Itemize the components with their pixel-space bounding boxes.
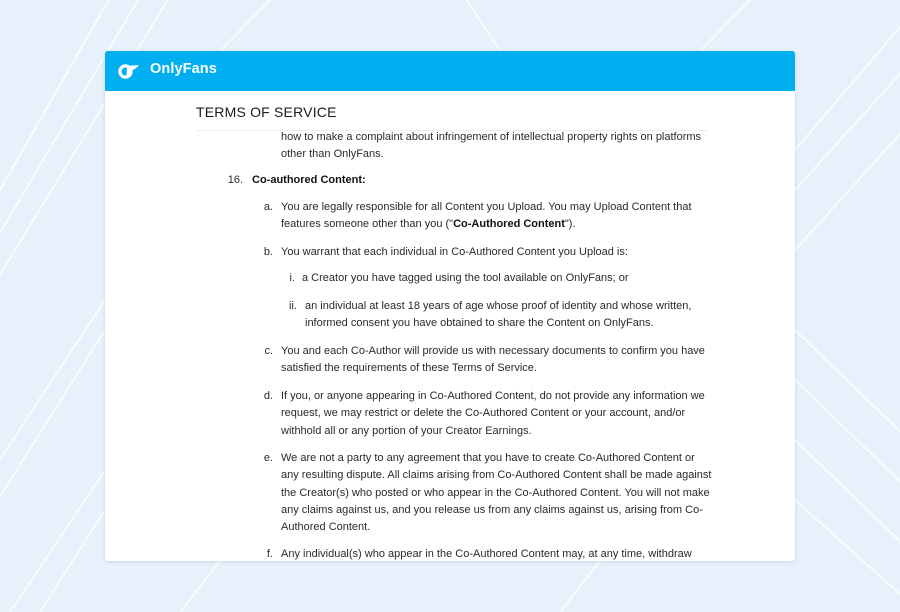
item-c-marker: c. [264, 345, 273, 357]
item-d-marker: d. [263, 390, 273, 402]
item-a-text-after: "). [564, 218, 576, 231]
item-e-text: We are not a party to any agreement that you have to create Co-Authored Content or any resulting dispute. All claims arising from Co-Authored Content shall be made against the Creator(s) who posted or who appear in the Co-Authored Content. You will not make any claims against us, and you release us from any claims against us, arising from Co-Authored Content. [281, 452, 712, 534]
item-b-i-text: a Creator you have tagged using the tool available on OnlyFans; or [302, 272, 629, 284]
item-f-text: Any individual(s) who appear in the Co-Authored Content may, at any time, withdraw [281, 548, 692, 560]
brand-name[interactable]: OnlyFans [150, 61, 217, 77]
onlyfans-logo-icon[interactable] [118, 62, 140, 80]
item-a-marker: a. [263, 201, 273, 213]
terms-window [105, 51, 795, 561]
item-f-marker: f. [266, 548, 273, 560]
item-b-marker: b. [263, 246, 273, 258]
co-authored-content-term: Co-Authored Content [453, 218, 565, 231]
item-b-ii-marker: ii. [289, 300, 297, 312]
item-a-text [281, 199, 713, 234]
terms-document[interactable] [105, 131, 795, 561]
item-e-marker: e. [263, 452, 273, 464]
item-a-text-before: You are legally responsible for all Content you Upload. You may Upload Content that features someone other than you (" [281, 201, 692, 231]
section-heading: Co-authored Content: [252, 174, 366, 186]
page-title: TERMS OF SERVICE [196, 104, 337, 120]
lead-in-paragraph: how to make a complaint about infringement of intellectual property rights on platforms other than OnlyFans. [281, 131, 702, 161]
item-b-ii-text: an individual at least 18 years of age whose proof of identity and whose written, informed consent you have obtained to share the Content on OnlyFans. [305, 300, 692, 330]
item-d-text: If you, or anyone appearing in Co-Authored Content, do not provide any information we request, we may restrict or delete the Co-Authored Content or your account, and/or withhold all or any portion of your Creator Earnings. [281, 390, 705, 437]
section-number: 16. [227, 174, 243, 186]
item-b-i-marker: i. [289, 272, 295, 284]
item-b-text: You warrant that each individual in Co-Authored Content you Upload is: [281, 246, 628, 258]
item-c-text: You and each Co-Author will provide us with necessary documents to confirm you have satisfied the requirements of these Terms of Service. [281, 345, 705, 375]
brand-header [105, 51, 795, 91]
